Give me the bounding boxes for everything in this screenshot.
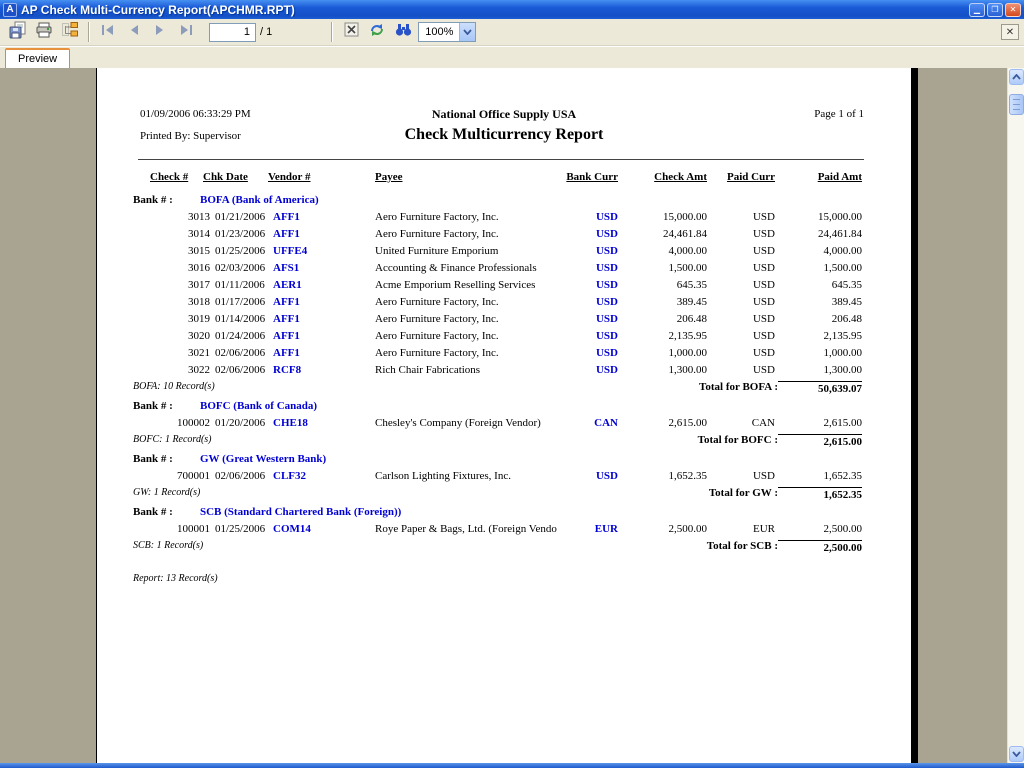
check-number-cell: 700001 [177, 470, 210, 482]
vendor-code-link[interactable]: UFFE4 [273, 245, 308, 257]
column-header-paid-amt: Paid Amt [817, 171, 862, 183]
vendor-code-link[interactable]: CHE18 [273, 417, 308, 429]
page-number-input[interactable] [209, 23, 256, 42]
paid-amt-cell: 1,652.35 [823, 470, 862, 482]
bank-number-label: Bank # : [133, 194, 173, 206]
toolbar [0, 19, 1024, 46]
group-total-value: 2,500.00 [778, 540, 862, 554]
bank-curr-link[interactable]: USD [595, 364, 618, 376]
paid-curr-cell: USD [752, 313, 775, 325]
column-header-bank-curr: Bank Curr [566, 171, 618, 183]
paid-curr-cell: USD [752, 279, 775, 291]
page-shadow [911, 68, 918, 763]
paid-amt-cell: 1,000.00 [823, 347, 862, 359]
paid-amt-cell: 1,500.00 [823, 262, 862, 274]
report-title: Check Multicurrency Report [404, 126, 604, 143]
check-row [97, 296, 911, 313]
vendor-code-link[interactable]: AFF1 [273, 296, 300, 308]
search-button[interactable] [390, 21, 416, 43]
check-number-cell: 3018 [188, 296, 210, 308]
check-number-cell: 3022 [188, 364, 210, 376]
column-header-chk-date: Chk Date [203, 171, 248, 183]
export-button[interactable] [5, 21, 31, 43]
check-number-cell: 100002 [177, 417, 210, 429]
check-row [97, 330, 911, 347]
check-row [97, 347, 911, 364]
check-date-cell: 02/06/2006 [215, 470, 266, 482]
next-page-button[interactable] [147, 21, 173, 43]
paid-curr-cell: USD [752, 245, 775, 257]
paid-curr-cell: USD [752, 228, 775, 240]
paid-curr-cell: USD [752, 330, 775, 342]
first-page-icon [101, 23, 115, 41]
vendor-code-link[interactable]: AFF1 [273, 347, 300, 359]
payee-cell: Chesley's Company (Foreign Vendor) [375, 417, 541, 429]
check-amt-cell: 1,300.00 [668, 364, 707, 376]
vendor-code-link[interactable]: RCF8 [273, 364, 302, 376]
payee-cell: Aero Furniture Factory, Inc. [375, 296, 499, 308]
check-row [97, 279, 911, 296]
check-amt-cell: 2,615.00 [668, 417, 707, 429]
check-row [97, 470, 911, 487]
paid-amt-cell: 389.45 [831, 296, 862, 308]
report-record-count: Report: 13 Record(s) [133, 573, 218, 584]
check-date-cell: 01/20/2006 [215, 417, 266, 429]
payee-cell: Roye Paper & Bags, Ltd. (Foreign Vendo [375, 523, 557, 535]
check-row [97, 364, 911, 381]
payee-cell: Aero Furniture Factory, Inc. [375, 211, 499, 223]
group-record-count: BOFA: 10 Record(s) [133, 381, 215, 392]
vendor-code-link[interactable]: AFF1 [273, 211, 300, 223]
check-number-cell: 3014 [188, 228, 210, 240]
check-date-cell: 01/25/2006 [215, 523, 266, 535]
scrollbar-thumb[interactable] [1009, 94, 1024, 115]
paid-amt-cell: 2,500.00 [823, 523, 862, 535]
group-total-value: 50,639.07 [778, 381, 862, 395]
group-record-count: GW: 1 Record(s) [133, 487, 201, 498]
check-number-cell: 3015 [188, 245, 210, 257]
paid-amt-cell: 24,461.84 [818, 228, 862, 240]
vendor-code-link[interactable]: CLF32 [273, 470, 306, 482]
report-company-name: National Office Supply USA [431, 107, 577, 121]
group-total-label: Total for GW : [708, 487, 778, 499]
check-row [97, 417, 911, 434]
restore-button[interactable]: ❐ [987, 3, 1003, 17]
next-page-icon [154, 23, 166, 41]
close-view-icon: ✕ [1005, 26, 1015, 38]
group-record-count: BOFC: 1 Record(s) [133, 434, 212, 445]
paid-curr-cell: USD [752, 262, 775, 274]
paid-amt-cell: 15,000.00 [818, 211, 862, 223]
zoom-select[interactable] [418, 22, 476, 42]
group-summary-row [97, 487, 911, 506]
paid-amt-cell: 645.35 [831, 279, 862, 291]
column-header-check-num: Check # [150, 171, 189, 183]
payee-cell: Aero Furniture Factory, Inc. [375, 228, 499, 240]
column-header-check-amt: Check Amt [654, 171, 707, 183]
toolbar-separator [331, 22, 333, 42]
group-summary-row [97, 381, 911, 400]
paid-amt-cell: 1,300.00 [823, 364, 862, 376]
paid-curr-cell: CAN [751, 417, 775, 429]
window-title: AP Check Multi-Currency Report(APCHMR.RPT) [21, 2, 295, 17]
paid-amt-cell: 2,135.95 [823, 330, 862, 342]
check-number-cell: 3021 [188, 347, 210, 359]
bank-curr-link[interactable]: USD [595, 228, 618, 240]
check-row [97, 523, 911, 540]
group-tree-icon [61, 21, 79, 44]
bank-curr-link[interactable]: USD [595, 347, 618, 359]
title-bar [0, 0, 1024, 19]
zoom-value: 100% [425, 26, 454, 38]
paid-curr-cell: EUR [753, 523, 775, 535]
bank-group-header [97, 453, 911, 470]
check-row [97, 262, 911, 279]
close-button[interactable]: ✕ [1005, 3, 1021, 17]
window-bottom-border [0, 763, 1024, 768]
group-total-label: Total for BOFA : [699, 381, 778, 393]
group-tree-toggle-button[interactable] [57, 21, 83, 43]
check-amt-cell: 1,500.00 [668, 262, 707, 274]
payee-cell: Aero Furniture Factory, Inc. [375, 313, 499, 325]
check-amt-cell: 24,461.84 [663, 228, 707, 240]
group-total-label: Total for BOFC : [697, 434, 778, 446]
payee-cell: Rich Chair Fabrications [375, 364, 481, 376]
vendor-code-link[interactable]: COM14 [273, 523, 311, 535]
check-number-cell: 3013 [188, 211, 210, 223]
check-amt-cell: 389.45 [676, 296, 707, 308]
last-page-icon [179, 23, 193, 41]
group-summary-row [97, 540, 911, 559]
bank-group-header [97, 400, 911, 417]
check-date-cell: 01/23/2006 [215, 228, 266, 240]
bank-curr-link[interactable]: CAN [594, 417, 618, 429]
column-header-payee: Payee [375, 171, 403, 183]
preview-workspace [0, 68, 1024, 763]
refresh-icon [369, 22, 385, 43]
paid-curr-cell: USD [752, 470, 775, 482]
check-row [97, 211, 911, 228]
report-print-date: 01/09/2006 06:33:29 PM [140, 108, 251, 120]
bank-name-link[interactable]: BOFC (Bank of Canada) [200, 400, 318, 412]
group-total-value: 2,615.00 [778, 434, 862, 448]
group-summary-row [97, 434, 911, 453]
bank-curr-link[interactable]: USD [595, 330, 618, 342]
check-amt-cell: 15,000.00 [663, 211, 707, 223]
check-number-cell: 100001 [177, 523, 210, 535]
bank-curr-link[interactable]: USD [595, 470, 618, 482]
previous-page-button[interactable] [121, 21, 147, 43]
toolbar-separator [88, 22, 90, 42]
check-amt-cell: 645.35 [676, 279, 707, 291]
payee-cell: Carlson Lighting Fixtures, Inc. [375, 470, 511, 482]
check-amt-cell: 2,135.95 [668, 330, 707, 342]
scroll-up-button[interactable] [1009, 69, 1024, 85]
previous-page-icon [128, 23, 140, 41]
bank-curr-link[interactable]: USD [595, 313, 618, 325]
bank-name-link[interactable]: SCB (Standard Chartered Bank (Foreign)) [200, 506, 402, 518]
tab-strip [0, 46, 1024, 68]
group-record-count: SCB: 1 Record(s) [133, 540, 204, 551]
tab-preview[interactable]: Preview [5, 48, 70, 68]
chevron-down-icon[interactable] [459, 23, 475, 41]
bank-name-link[interactable]: BOFA (Bank of America) [200, 194, 319, 206]
check-amt-cell: 4,000.00 [668, 245, 707, 257]
bank-curr-link[interactable]: USD [595, 296, 618, 308]
check-amt-cell: 1,000.00 [668, 347, 707, 359]
vertical-scrollbar[interactable] [1007, 68, 1024, 763]
paid-curr-cell: USD [752, 364, 775, 376]
refresh-button[interactable] [364, 21, 390, 43]
paid-curr-cell: USD [752, 211, 775, 223]
payee-cell: United Furniture Emporium [375, 245, 499, 257]
group-total-label: Total for SCB : [706, 540, 778, 552]
check-date-cell: 01/17/2006 [215, 296, 266, 308]
report-printed-by: Printed By: Supervisor [140, 130, 241, 142]
report-page-count: Page 1 of 1 [814, 108, 864, 120]
cancel-icon [344, 22, 359, 42]
paid-curr-cell: USD [752, 347, 775, 359]
check-row [97, 245, 911, 262]
check-date-cell: 01/24/2006 [215, 330, 266, 342]
check-date-cell: 02/03/2006 [215, 262, 266, 274]
check-number-cell: 3019 [188, 313, 210, 325]
paid-amt-cell: 2,615.00 [823, 417, 862, 429]
check-date-cell: 02/06/2006 [215, 364, 266, 376]
bank-group-header [97, 194, 911, 211]
page-total-label: / 1 [260, 26, 273, 38]
vendor-code-link[interactable]: AFF1 [273, 330, 300, 342]
check-amt-cell: 2,500.00 [668, 523, 707, 535]
bank-number-label: Bank # : [133, 506, 173, 518]
print-button[interactable] [31, 21, 57, 43]
check-row [97, 228, 911, 245]
check-date-cell: 01/21/2006 [215, 211, 266, 223]
bank-number-label: Bank # : [133, 400, 173, 412]
column-header-vendor-num: Vendor # [268, 171, 311, 183]
check-date-cell: 01/11/2006 [215, 279, 265, 291]
report-body [97, 194, 911, 584]
vendor-code-link[interactable]: AER1 [273, 279, 302, 291]
check-number-cell: 3020 [188, 330, 210, 342]
bank-name-link[interactable]: GW (Great Western Bank) [200, 453, 327, 465]
printer-icon [35, 21, 53, 44]
check-amt-cell: 1,652.35 [668, 470, 707, 482]
check-number-cell: 3017 [188, 279, 210, 291]
vendor-code-link[interactable]: AFF1 [273, 228, 300, 240]
column-header-row [97, 171, 911, 186]
report-page [96, 68, 911, 763]
header-rule [138, 159, 864, 160]
bank-curr-link[interactable]: USD [595, 211, 618, 223]
first-page-button[interactable] [95, 21, 121, 43]
paid-amt-cell: 206.48 [831, 313, 862, 325]
payee-cell: Accounting & Finance Professionals [375, 262, 537, 274]
payee-cell: Aero Furniture Factory, Inc. [375, 347, 499, 359]
check-date-cell: 01/14/2006 [215, 313, 266, 325]
check-date-cell: 01/25/2006 [215, 245, 266, 257]
export-icon [9, 21, 27, 44]
close-view-button[interactable] [1001, 24, 1019, 40]
check-number-cell: 3016 [188, 262, 210, 274]
check-amt-cell: 206.48 [676, 313, 707, 325]
last-page-button[interactable] [173, 21, 199, 43]
payee-cell: Aero Furniture Factory, Inc. [375, 330, 499, 342]
column-header-paid-curr: Paid Curr [727, 171, 775, 183]
app-icon: A [3, 3, 17, 17]
bank-group-header [97, 506, 911, 523]
paid-amt-cell: 4,000.00 [823, 245, 862, 257]
paid-curr-cell: USD [752, 296, 775, 308]
bank-curr-link[interactable]: EUR [594, 523, 618, 535]
vendor-code-link[interactable]: AFS1 [273, 262, 300, 274]
bank-curr-link[interactable]: USD [595, 279, 618, 291]
bank-curr-link[interactable]: USD [595, 262, 618, 274]
bank-curr-link[interactable]: USD [595, 245, 618, 257]
cancel-loading-button[interactable] [338, 21, 364, 43]
bank-number-label: Bank # : [133, 453, 173, 465]
minimize-button[interactable]: ▁ [969, 3, 985, 17]
check-row [97, 313, 911, 330]
binoculars-icon [395, 22, 412, 42]
payee-cell: Acme Emporium Reselling Services [375, 279, 536, 291]
check-date-cell: 02/06/2006 [215, 347, 266, 359]
scroll-down-button[interactable] [1009, 746, 1024, 762]
vendor-code-link[interactable]: AFF1 [273, 313, 300, 325]
group-total-value: 1,652.35 [778, 487, 862, 501]
